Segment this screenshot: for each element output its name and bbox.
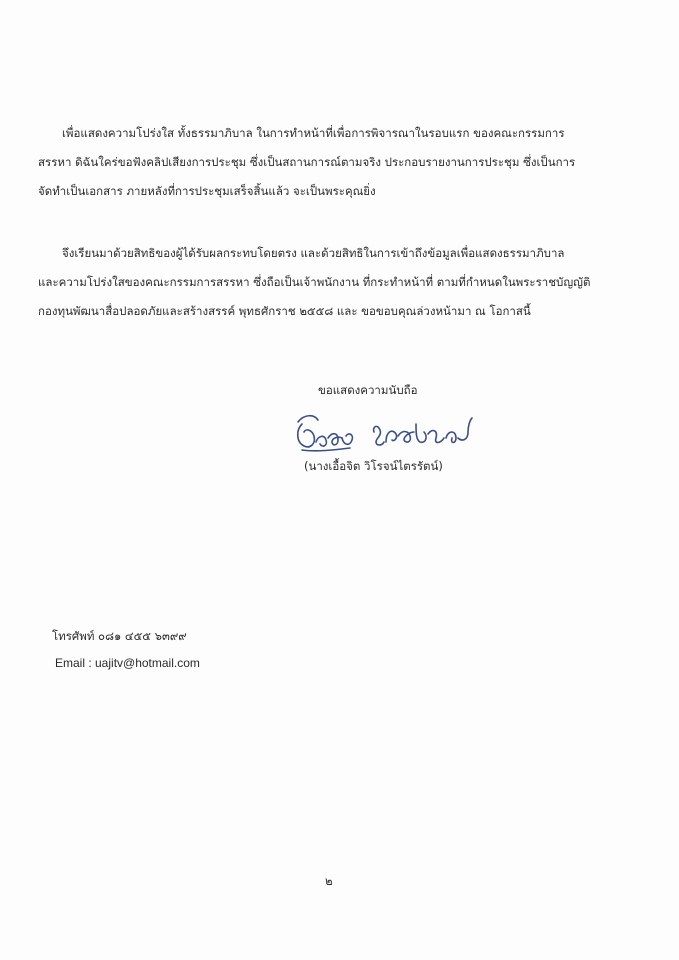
email-address[interactable]: Email : uajitv@hotmail.com xyxy=(55,656,200,670)
paragraph-line: เพื่อแสดงความโปร่งใส ทั้งธรรมาภิบาล ในการทำหน้าที่เพื่อการพิจารณาในรอบแรก ของคณะกรรมการ xyxy=(62,126,565,140)
paragraph-line: จัดทำเป็นเอกสาร ภายหลังที่การประชุมเสร็จสิ้นแล้ว จะเป็นพระคุณยิ่ง xyxy=(38,184,376,198)
page-number: ๒ xyxy=(325,874,333,888)
paragraph-request-transparency xyxy=(38,119,575,206)
paragraph-line: และความโปร่งใสของคณะกรรมการสรรหา ซึ่งถือเป็นเจ้าพนักงาน ที่กระทำหน้าที่ ตามที่กำหนดในพระราชบัญญัติ xyxy=(38,275,591,289)
handwritten-signature xyxy=(288,402,488,458)
paragraph-line: สรรหา ดิฉันใคร่ขอฟังคลิปเสียงการประชุม ซึ่งเป็นสถานการณ์ตามจริง ประกอบรายงานการประชุม ซึ่งเป็นการ xyxy=(38,155,576,169)
paragraph-line: จึงเรียนมาด้วยสิทธิของผู้ได้รับผลกระทบโดยตรง และด้วยสิทธิในการเข้าถึงข้อมูลเพื่อแสดงธรรมาภิบาล xyxy=(62,246,565,260)
closing-salutation: ขอแสดงความนับถือ xyxy=(318,383,418,397)
signer-name: (นางเอื้อจิต วิโรจน์ไตรรัตน์) xyxy=(304,459,443,473)
paragraph-rights-statement xyxy=(38,239,590,326)
paragraph-line: กองทุนพัฒนาสื่อปลอดภัยและสร้างสรรค์ พุทธศักราช ๒๕๕๘ และ ขอขอบคุณล่วงหน้ามา ณ โอกาสนี้ xyxy=(38,304,531,318)
phone-number: โทรศัพท์ ๐๘๑ ๔๕๕ ๖๓๙๙ xyxy=(52,629,187,643)
